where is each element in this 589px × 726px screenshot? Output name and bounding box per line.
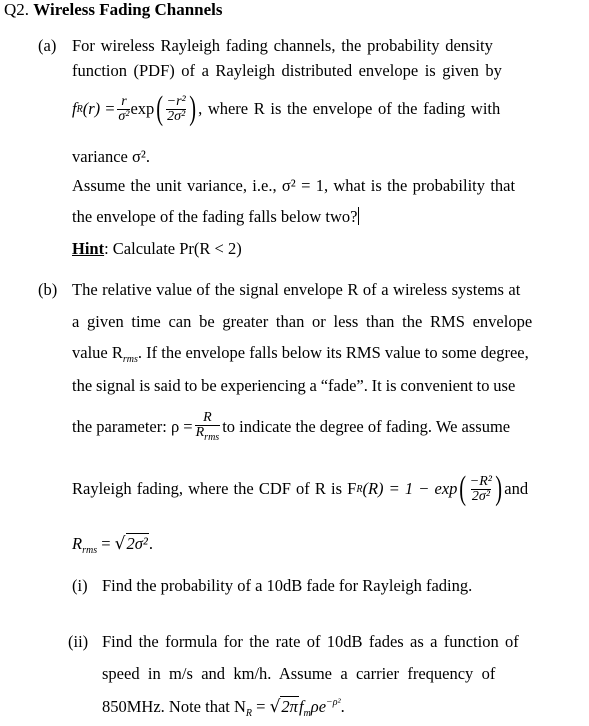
- sub-i-text: Find the probability of a 10dB fade for Rayleigh fading.: [102, 576, 473, 595]
- text-cursor: [358, 207, 359, 225]
- sub-ii-line2: speed in m/s and km/h. Assume a carrier frequency of: [102, 664, 496, 683]
- sub-ii-label: (ii): [68, 632, 89, 651]
- cdf-exponent-fraction: $\frac{\text{−R²}}{\text{2σ²}}$: [469, 473, 492, 504]
- hint-label: Hint: [72, 239, 105, 258]
- cdf-line: Rayleigh fading, where the CDF of R is F R (R) = 1 − exp ( $\frac{\text{−R²}}{\text{2σ²}}$ ) and: [72, 470, 529, 507]
- sub-ii-line3: 850MHz. Note that $N_R = √2\pi f_m\rho e^{-\rho^2}$.: [102, 697, 345, 719]
- hint-line: [72, 239, 242, 259]
- pdf-exponent-fraction: $\frac{\text{−r²}}{\text{2σ²}}$: [166, 93, 186, 124]
- question-title: [4, 0, 223, 20]
- part-a-line2: function (PDF) of a Rayleigh distributed envelope is given by: [72, 61, 502, 80]
- part-a-label: (a): [38, 36, 57, 55]
- part-b-line1: The relative value of the signal envelope R of a wireless systems at: [72, 280, 521, 299]
- pdf-formula: f R (r) = $\frac{r}{\text{σ²}}$ exp ( $\frac{\text{−r²}}{\text{2σ²}}$ ) , where R is the envelope of the fading with: [72, 90, 501, 127]
- sub-i-label: (i): [72, 576, 88, 595]
- rms-formula: $R_{rms} = √2\sigma^2$.: [72, 534, 153, 556]
- part-a-envelope-question: the envelope of the fading falls below two?: [72, 207, 358, 226]
- hint-text: : Calculate Pr(R < 2): [104, 239, 242, 258]
- part-b-line4: the signal is said to be experiencing a “fade”. It is convenient to use: [72, 376, 516, 395]
- sub-ii-line1: Find the formula for the rate of 10dB fades as a function of: [102, 632, 519, 651]
- question-number: Q2.: [4, 0, 30, 19]
- part-a-assume: Assume the unit variance, i.e., σ² = 1, what is the probability that: [72, 176, 516, 195]
- question-heading: Wireless Fading Channels: [33, 0, 223, 19]
- rho-definition: the parameter: ρ = $\frac{R}{R_{rms}}$ to indicate the degree of fading. We assume: [72, 410, 511, 443]
- part-b-label: (b): [38, 280, 58, 299]
- part-b-line3: value $R_{rms}$. If the envelope falls below its RMS value to some degree,: [72, 343, 529, 365]
- part-a-line1: For wireless Rayleigh fading channels, the probability density: [72, 36, 493, 55]
- variance-line: variance σ².: [72, 147, 150, 166]
- rho-fraction: $\frac{R}{R_{rms}}$: [195, 410, 220, 443]
- pdf-fraction: $\frac{r}{\text{σ²}}$: [118, 93, 130, 124]
- part-b-line2: a given time can be greater than or less than the RMS envelope: [72, 312, 533, 331]
